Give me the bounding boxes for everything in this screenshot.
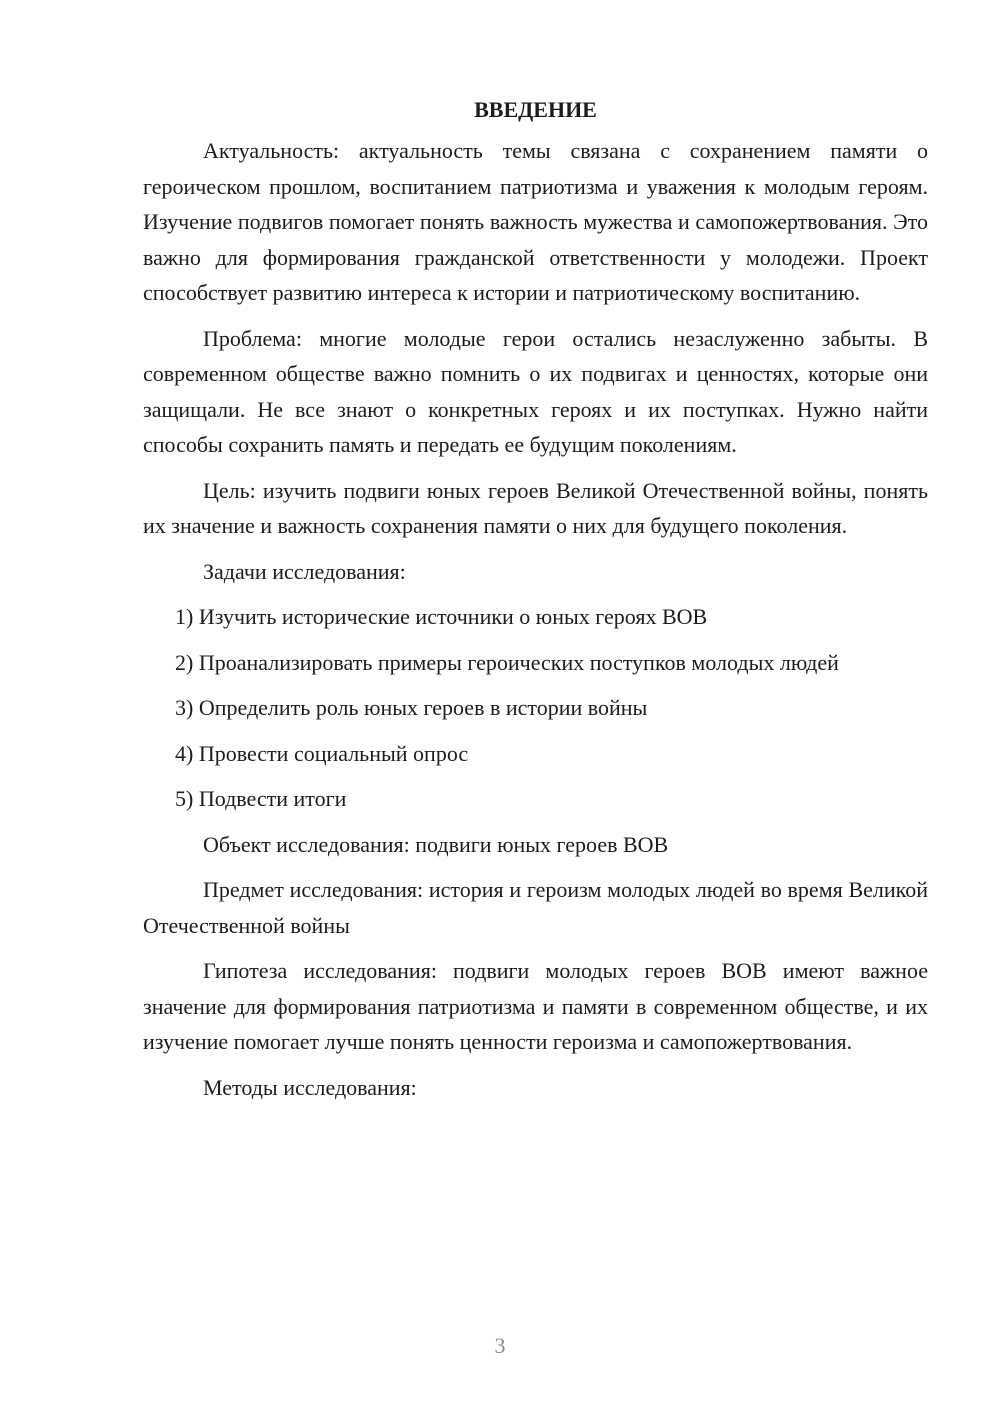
goal-paragraph: Цель: изучить подвиги юных героев Великой Отечественной войны, понять их значение и важность сохранения памяти о них для будущего поколения.: [143, 477, 928, 538]
task-item: 2) Проанализировать примеры героических поступков молодых людей: [175, 649, 839, 675]
object-paragraph: Объект исследования: подвиги юных героев ВОВ: [203, 831, 669, 857]
section-title: ВВЕДЕНИЕ: [474, 97, 597, 122]
document-page: [143, 92, 928, 1115]
relevance-paragraph: Актуальность: актуальность темы связана с сохранением памяти о героическом прошлом, воспитанием патриотизма и уважения к молодым героям. Изучение подвигов помогает понять важность мужества и самопожертвования. Это важно для формирования гражданской ответственности у молодежи. Проект способствует развитию интереса к истории и патриотическому воспитанию.: [143, 138, 928, 305]
task-item: 5) Подвести итоги: [175, 786, 347, 811]
methods-heading: Методы исследования:: [203, 1074, 417, 1100]
task-item: 4) Провести социальный опрос: [175, 740, 469, 766]
subject-paragraph: Предмет исследования: история и героизм молодых людей во время Великой Отечественной войны: [143, 877, 928, 938]
problem-paragraph: Проблема: многие молодые герои остались незаслуженно забыты. В современном обществе важно помнить о их подвигах и ценностях, которые они защищали. Не все знают о конкретных героях и их поступках. Нужно найти способы сохранить память и передать ее будущим поколениям.: [143, 325, 928, 457]
hypothesis-paragraph: Гипотеза исследования: подвиги молодых героев ВОВ имеют важное значение для формирования патриотизма и памяти в современном обществе, и их изучение помогает лучше понять ценности героизма и самопожертвования.: [143, 958, 928, 1054]
task-item: 3) Определить роль юных героев в истории войны: [175, 695, 648, 720]
tasks-heading: Задачи исследования:: [203, 558, 406, 584]
page-number: 3: [494, 1333, 506, 1358]
task-item: 1) Изучить исторические источники о юных героях ВОВ: [175, 604, 708, 629]
